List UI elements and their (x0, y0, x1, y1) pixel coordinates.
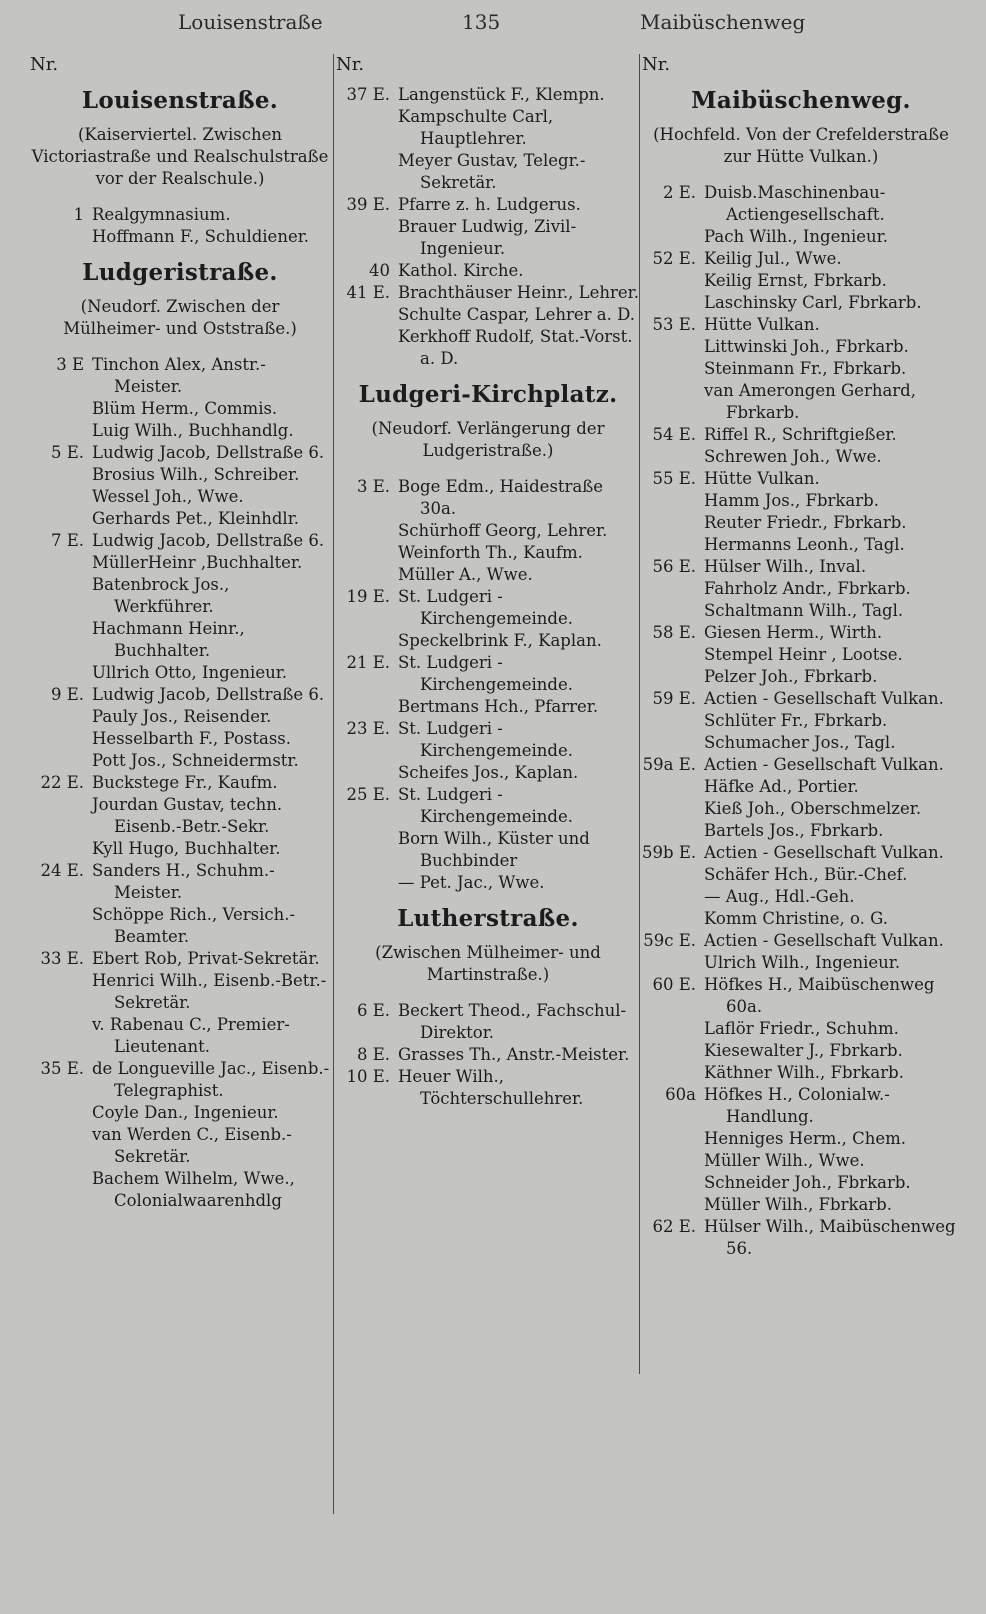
house-number-value: 8 (356, 1045, 368, 1064)
house-number (30, 772, 92, 860)
house-number (336, 476, 398, 586)
owner-mark: E. (678, 425, 696, 444)
resident-list (704, 974, 960, 1084)
column-1 (30, 54, 330, 1594)
house-number-value: 1 (73, 205, 84, 224)
resident-list (398, 476, 640, 586)
house-number-value: 59b (642, 843, 674, 862)
street-block (336, 905, 640, 1110)
resident-line: Kerkhoff Rudolf, Stat.-Vorst. a. D. (398, 327, 633, 368)
owner-mark: E. (678, 755, 696, 774)
resident-line: Ludwig Jacob, Dellstraße 6. (92, 443, 325, 462)
owner-mark: E. (66, 685, 84, 704)
owner-mark: E. (678, 689, 696, 708)
resident-line: Brauer Ludwig, Zivil-Ingenieur. (398, 217, 577, 258)
house-entry (336, 652, 640, 718)
resident-list (704, 1216, 960, 1260)
owner-mark: E. (372, 85, 390, 104)
owner-mark: E. (678, 557, 696, 576)
house-entry (30, 354, 330, 442)
owner-mark: E. (372, 477, 390, 496)
resident-line: de Longueville Jac., Eisenb.-Telegraphist. (92, 1059, 330, 1100)
owner-mark: E. (66, 861, 84, 880)
resident-line: Realgymnasium. (92, 205, 231, 224)
resident-line: Boge Edm., Haidestraße 30a. (398, 477, 604, 518)
resident-line: Jourdan Gustav, techn. Eisenb.-Betr.-Sekr. (92, 795, 283, 836)
resident-line: Hütte Vulkan. (704, 469, 820, 488)
house-entry (642, 1084, 960, 1216)
resident-line: van Amerongen Gerhard, Fbrkarb. (704, 381, 916, 422)
house-entry (642, 754, 960, 842)
resident-list (398, 784, 640, 894)
house-number-value: 60 (652, 975, 674, 994)
owner-mark: E. (372, 785, 390, 804)
resident-line: Tinchon Alex, Anstr.-Meister. (92, 355, 266, 396)
resident-line: Laflör Friedr., Schuhm. (704, 1019, 899, 1038)
nr-label: Nr. (30, 54, 59, 75)
resident-line: Sanders H., Schuhm.-Meister. (92, 861, 275, 902)
house-number (642, 182, 704, 248)
owner-mark: E. (372, 587, 390, 606)
resident-line: Ludwig Jacob, Dellstraße 6. (92, 531, 325, 550)
resident-list (704, 314, 960, 424)
resident-list (92, 1058, 330, 1212)
street-title: Ludgeristraße. (82, 259, 278, 286)
resident-line: Kathol. Kirche. (398, 261, 524, 280)
resident-list (398, 586, 640, 652)
house-entry (336, 84, 640, 194)
house-entry (30, 684, 330, 772)
owner-mark: E (71, 355, 84, 374)
resident-line: Schürhoff Georg, Lehrer. (398, 521, 608, 540)
house-number (642, 930, 704, 974)
resident-line: Kampschulte Carl, Hauptlehrer. (398, 107, 554, 148)
house-entry (336, 784, 640, 894)
house-entry (30, 204, 330, 248)
house-number (30, 860, 92, 948)
house-number-value: 60a (665, 1085, 696, 1104)
resident-line: Beckert Theod., Fachschul-Direktor. (398, 1001, 627, 1042)
house-number-value: 35 (40, 1059, 62, 1078)
resident-list (92, 684, 330, 772)
resident-list (704, 754, 960, 842)
house-number (336, 784, 398, 894)
house-number-value: 58 (652, 623, 674, 642)
resident-line: Buckstege Fr., Kaufm. (92, 773, 278, 792)
house-number (336, 1066, 398, 1110)
resident-line: St. Ludgeri - Kirchengemeinde. (398, 587, 573, 628)
resident-line: Schlüter Fr., Fbrkarb. (704, 711, 888, 730)
house-entry (336, 194, 640, 260)
owner-mark: E. (678, 315, 696, 334)
column-divider (333, 54, 334, 1514)
resident-line: Müller A., Wwe. (398, 565, 533, 584)
resident-line: Pott Jos., Schneidermstr. (92, 751, 299, 770)
resident-line: Henrici Wilh., Eisenb.-Betr.-Sekretär. (92, 971, 327, 1012)
resident-line: Pelzer Joh., Fbrkarb. (704, 667, 878, 686)
resident-list (704, 556, 960, 622)
resident-line: Kieß Joh., Oberschmelzer. (704, 799, 922, 818)
nr-label: Nr. (642, 54, 671, 75)
resident-line: Actien - Gesellschaft Vulkan. (704, 755, 944, 774)
resident-line: Keilig Ernst, Fbrkarb. (704, 271, 887, 290)
resident-list (92, 204, 330, 248)
resident-list (92, 354, 330, 442)
resident-line: Komm Christine, o. G. (704, 909, 888, 928)
resident-line: Hachmann Heinr., Buchhalter. (92, 619, 245, 660)
resident-list (398, 1066, 640, 1110)
running-header (0, 6, 986, 42)
resident-line: Hoffmann F., Schuldiener. (92, 227, 310, 246)
house-number (30, 204, 92, 248)
resident-line: — Pet. Jac., Wwe. (398, 873, 545, 892)
resident-line: Hülser Wilh., Maibüschenweg 56. (704, 1217, 956, 1258)
house-number (336, 1044, 398, 1066)
resident-line: Bartels Jos., Fbrkarb. (704, 821, 884, 840)
house-number (642, 1084, 704, 1216)
street-block (336, 381, 640, 894)
resident-line: Schulte Caspar, Lehrer a. D. (398, 305, 635, 324)
house-number-value: 59c (643, 931, 674, 950)
resident-line: Meyer Gustav, Telegr.-Sekretär. (398, 151, 586, 192)
house-number-value: 59 (652, 689, 674, 708)
resident-list (704, 1084, 960, 1216)
owner-mark: E. (678, 931, 696, 950)
resident-line: — Aug., Hdl.-Geh. (704, 887, 855, 906)
house-number (336, 194, 398, 260)
resident-line: Born Wilh., Küster und Buchbinder (398, 829, 590, 870)
owner-mark: E. (678, 843, 697, 862)
house-entry (642, 182, 960, 248)
house-number (642, 248, 704, 314)
house-entry (642, 314, 960, 424)
owner-mark: E. (372, 283, 390, 302)
owner-mark: E. (678, 1217, 696, 1236)
house-number (642, 842, 704, 930)
resident-line: Häfke Ad., Portier. (704, 777, 859, 796)
owner-mark: E. (678, 623, 696, 642)
resident-line: Riffel R., Schriftgießer. (704, 425, 897, 444)
house-number (336, 260, 398, 282)
street-title: Maibüschenweg. (691, 87, 911, 114)
column-divider (639, 54, 640, 1374)
resident-line: Schäfer Hch., Bür.-Chef. (704, 865, 908, 884)
street-title: Ludgeri-Kirchplatz. (358, 381, 618, 408)
house-number-value: 59a (642, 755, 674, 774)
resident-line: Weinforth Th., Kaufm. (398, 543, 583, 562)
house-entry (30, 442, 330, 530)
house-entry (336, 476, 640, 586)
resident-line: Laschinsky Carl, Fbrkarb. (704, 293, 922, 312)
resident-line: Bachem Wilhelm, Wwe., Colonialwaarenhdlg (92, 1169, 295, 1210)
resident-line: St. Ludgeri - Kirchengemeinde. (398, 653, 573, 694)
house-number-value: 33 (40, 949, 62, 968)
resident-line: Müller Wilh., Fbrkarb. (704, 1195, 892, 1214)
house-number-value: 52 (652, 249, 674, 268)
house-number-value: 37 (346, 85, 368, 104)
owner-mark: E. (372, 1045, 390, 1064)
house-number (642, 556, 704, 622)
house-number (642, 688, 704, 754)
resident-line: Ludwig Jacob, Dellstraße 6. (92, 685, 325, 704)
resident-line: Kyll Hugo, Buchhalter. (92, 839, 281, 858)
street-description: (Neudorf. Zwischen der Mülheimer- und Oststraße.) (63, 297, 297, 338)
header-right-street: Maibüschenweg (640, 10, 806, 34)
house-number-value: 3 (356, 477, 368, 496)
house-number-value: 53 (652, 315, 674, 334)
house-number (30, 354, 92, 442)
owner-mark: E. (678, 469, 696, 488)
resident-line: Speckelbrink F., Kaplan. (398, 631, 602, 650)
house-number (336, 282, 398, 370)
resident-line: Ebert Rob, Privat-Sekretär. (92, 949, 320, 968)
resident-line: Brachthäuser Heinr., Lehrer. (398, 283, 639, 302)
house-number (30, 1058, 92, 1212)
owner-mark: E. (372, 1001, 390, 1020)
resident-line: Ullrich Otto, Ingenieur. (92, 663, 288, 682)
resident-line: MüllerHeinr ,Buchhalter. (92, 553, 303, 572)
resident-line: Pauly Jos., Reisender. (92, 707, 272, 726)
street-title: Louisenstraße. (81, 87, 279, 114)
resident-line: Heuer Wilh., Töchterschullehrer. (398, 1067, 584, 1108)
house-number-value: 3 (56, 355, 67, 374)
house-number (30, 530, 92, 684)
house-number (336, 84, 398, 194)
house-entry (642, 688, 960, 754)
house-entry (336, 282, 640, 370)
resident-line: Reuter Friedr., Fbrkarb. (704, 513, 907, 532)
house-number-value: 7 (50, 531, 62, 550)
house-entry (30, 948, 330, 1058)
resident-list (704, 182, 960, 248)
street-block (30, 259, 330, 1212)
resident-line: Grasses Th., Anstr.-Meister. (398, 1045, 630, 1064)
owner-mark: E. (66, 773, 84, 792)
house-entry (642, 974, 960, 1084)
house-entry (336, 260, 640, 282)
resident-line: Hamm Jos., Fbrkarb. (704, 491, 879, 510)
resident-list (704, 688, 960, 754)
resident-list (92, 442, 330, 530)
house-entry (30, 772, 330, 860)
house-number (336, 652, 398, 718)
house-number-value: 39 (346, 195, 368, 214)
owner-mark: E. (678, 249, 696, 268)
resident-list (704, 930, 960, 974)
house-number (30, 442, 92, 530)
resident-line: Schaltmann Wilh., Tagl. (704, 601, 904, 620)
resident-list (704, 424, 960, 468)
house-entry (642, 556, 960, 622)
resident-list (398, 84, 640, 194)
resident-line: Schneider Joh., Fbrkarb. (704, 1173, 911, 1192)
street-block (336, 84, 640, 370)
resident-line: Hesselbarth F., Postass. (92, 729, 292, 748)
owner-mark: E. (372, 1067, 390, 1086)
resident-line: v. Rabenau C., Premier-Lieutenant. (92, 1015, 290, 1056)
resident-line: Schöppe Rich., Versich.-Beamter. (92, 905, 296, 946)
resident-line: Littwinski Joh., Fbrkarb. (704, 337, 909, 356)
header-left-street: Louisenstraße (178, 10, 323, 34)
resident-list (398, 718, 640, 784)
resident-list (704, 468, 960, 556)
house-number (642, 424, 704, 468)
house-number-value: 9 (50, 685, 62, 704)
house-number-value: 6 (356, 1001, 368, 1020)
resident-line: Actien - Gesellschaft Vulkan. (704, 689, 944, 708)
nr-label: Nr. (336, 54, 365, 75)
house-number (336, 1000, 398, 1044)
resident-line: Batenbrock Jos., Werkführer. (92, 575, 230, 616)
resident-line: Kiesewalter J., Fbrkarb. (704, 1041, 903, 1060)
street-description: (Kaiserviertel. Zwischen Victoriastraße und Realschulstraße vor der Realschule.) (31, 125, 329, 188)
resident-line: Duisb.Maschinenbau-Actiengesellschaft. (704, 183, 886, 224)
house-entry (642, 248, 960, 314)
street-block (642, 87, 960, 1260)
house-number-value: 25 (346, 785, 368, 804)
street-description: (Neudorf. Verlängerung der Ludgeristraße.) (371, 419, 605, 460)
resident-line: Hermanns Leonh., Tagl. (704, 535, 905, 554)
resident-line: van Werden C., Eisenb.-Sekretär. (92, 1125, 292, 1166)
resident-line: Scheifes Jos., Kaplan. (398, 763, 579, 782)
resident-line: Keilig Jul., Wwe. (704, 249, 842, 268)
resident-line: Steinmann Fr., Fbrkarb. (704, 359, 907, 378)
house-entry (642, 930, 960, 974)
resident-list (398, 194, 640, 260)
resident-line: Pach Wilh., Ingenieur. (704, 227, 888, 246)
house-entry (642, 622, 960, 688)
owner-mark: E. (678, 183, 696, 202)
house-entry (642, 424, 960, 468)
column-2 (336, 54, 640, 1594)
house-entry (30, 860, 330, 948)
street-title: Lutherstraße. (397, 905, 579, 932)
owner-mark: E. (678, 975, 696, 994)
owner-mark: E. (66, 531, 84, 550)
resident-list (92, 530, 330, 684)
house-number (30, 948, 92, 1058)
resident-line: Müller Wilh., Wwe. (704, 1151, 865, 1170)
resident-line: Giesen Herm., Wirth. (704, 623, 883, 642)
resident-line: Hütte Vulkan. (704, 315, 820, 334)
resident-list (398, 1044, 640, 1066)
house-number-value: 23 (346, 719, 368, 738)
resident-line: Langenstück F., Klempn. (398, 85, 605, 104)
house-number-value: 54 (652, 425, 674, 444)
house-number (336, 718, 398, 784)
house-entry (336, 1044, 640, 1066)
house-number (336, 586, 398, 652)
resident-line: Henniges Herm., Chem. (704, 1129, 907, 1148)
resident-line: Actien - Gesellschaft Vulkan. (704, 931, 944, 950)
house-entry (336, 586, 640, 652)
house-number-value: 56 (652, 557, 674, 576)
house-number-value: 21 (346, 653, 368, 672)
owner-mark: E. (66, 1059, 84, 1078)
house-number-value: 10 (346, 1067, 368, 1086)
resident-list (704, 622, 960, 688)
resident-list (398, 282, 640, 370)
resident-list (92, 772, 330, 860)
house-number (30, 684, 92, 772)
house-number-value: 41 (346, 283, 368, 302)
resident-list (704, 842, 960, 930)
owner-mark: E. (372, 195, 390, 214)
house-number (642, 974, 704, 1084)
house-number (642, 1216, 704, 1260)
street-block (30, 87, 330, 248)
resident-line: Actien - Gesellschaft Vulkan. (704, 843, 944, 862)
resident-line: Hülser Wilh., Inval. (704, 557, 867, 576)
house-entry (336, 718, 640, 784)
house-number (642, 622, 704, 688)
house-number-value: 55 (652, 469, 674, 488)
resident-line: Pfarre z. h. Ludgerus. (398, 195, 581, 214)
column-3 (642, 54, 960, 1594)
house-number (642, 314, 704, 424)
house-entry (642, 468, 960, 556)
resident-list (398, 260, 640, 282)
house-entry (30, 530, 330, 684)
house-number (642, 754, 704, 842)
resident-line: Ulrich Wilh., Ingenieur. (704, 953, 901, 972)
house-entry (336, 1066, 640, 1110)
resident-list (92, 860, 330, 948)
house-number-value: 5 (50, 443, 62, 462)
resident-line: Coyle Dan., Ingenieur. (92, 1103, 279, 1122)
owner-mark: E. (66, 443, 84, 462)
owner-mark: E. (372, 719, 390, 738)
house-entry (642, 842, 960, 930)
page-number: 135 (462, 10, 501, 34)
owner-mark: E. (66, 949, 84, 968)
house-number-value: 40 (369, 261, 390, 280)
house-number (642, 468, 704, 556)
resident-line: Käthner Wilh., Fbrkarb. (704, 1063, 904, 1082)
house-entry (642, 1216, 960, 1260)
resident-line: Fahrholz Andr., Fbrkarb. (704, 579, 911, 598)
resident-list (92, 948, 330, 1058)
resident-line: Wessel Joh., Wwe. (92, 487, 244, 506)
resident-line: St. Ludgeri - Kirchengemeinde. (398, 719, 573, 760)
resident-line: Gerhards Pet., Kleinhdlr. (92, 509, 300, 528)
house-number-value: 19 (346, 587, 368, 606)
resident-line: St. Ludgeri - Kirchengemeinde. (398, 785, 573, 826)
resident-line: Blüm Herm., Commis. (92, 399, 278, 418)
street-description: (Zwischen Mülheimer- und Martinstraße.) (375, 943, 601, 984)
house-entry (336, 1000, 640, 1044)
street-description: (Hochfeld. Von der Crefelderstraße zur Hütte Vulkan.) (653, 125, 949, 166)
resident-line: Brosius Wilh., Schreiber. (92, 465, 300, 484)
house-number-value: 62 (652, 1217, 674, 1236)
resident-line: Höfkes H., Colonialw.-Handlung. (704, 1085, 890, 1126)
resident-list (398, 652, 640, 718)
house-number-value: 22 (40, 773, 62, 792)
resident-list (398, 1000, 640, 1044)
house-entry (30, 1058, 330, 1212)
owner-mark: E. (372, 653, 390, 672)
resident-line: Schumacher Jos., Tagl. (704, 733, 896, 752)
resident-list (704, 248, 960, 314)
resident-line: Stempel Heinr , Lootse. (704, 645, 903, 664)
resident-line: Luig Wilh., Buchhandlg. (92, 421, 294, 440)
house-number-value: 2 (662, 183, 674, 202)
resident-line: Bertmans Hch., Pfarrer. (398, 697, 599, 716)
resident-line: Schrewen Joh., Wwe. (704, 447, 882, 466)
resident-line: Höfkes H., Maibüschenweg 60a. (704, 975, 935, 1016)
house-number-value: 24 (40, 861, 62, 880)
